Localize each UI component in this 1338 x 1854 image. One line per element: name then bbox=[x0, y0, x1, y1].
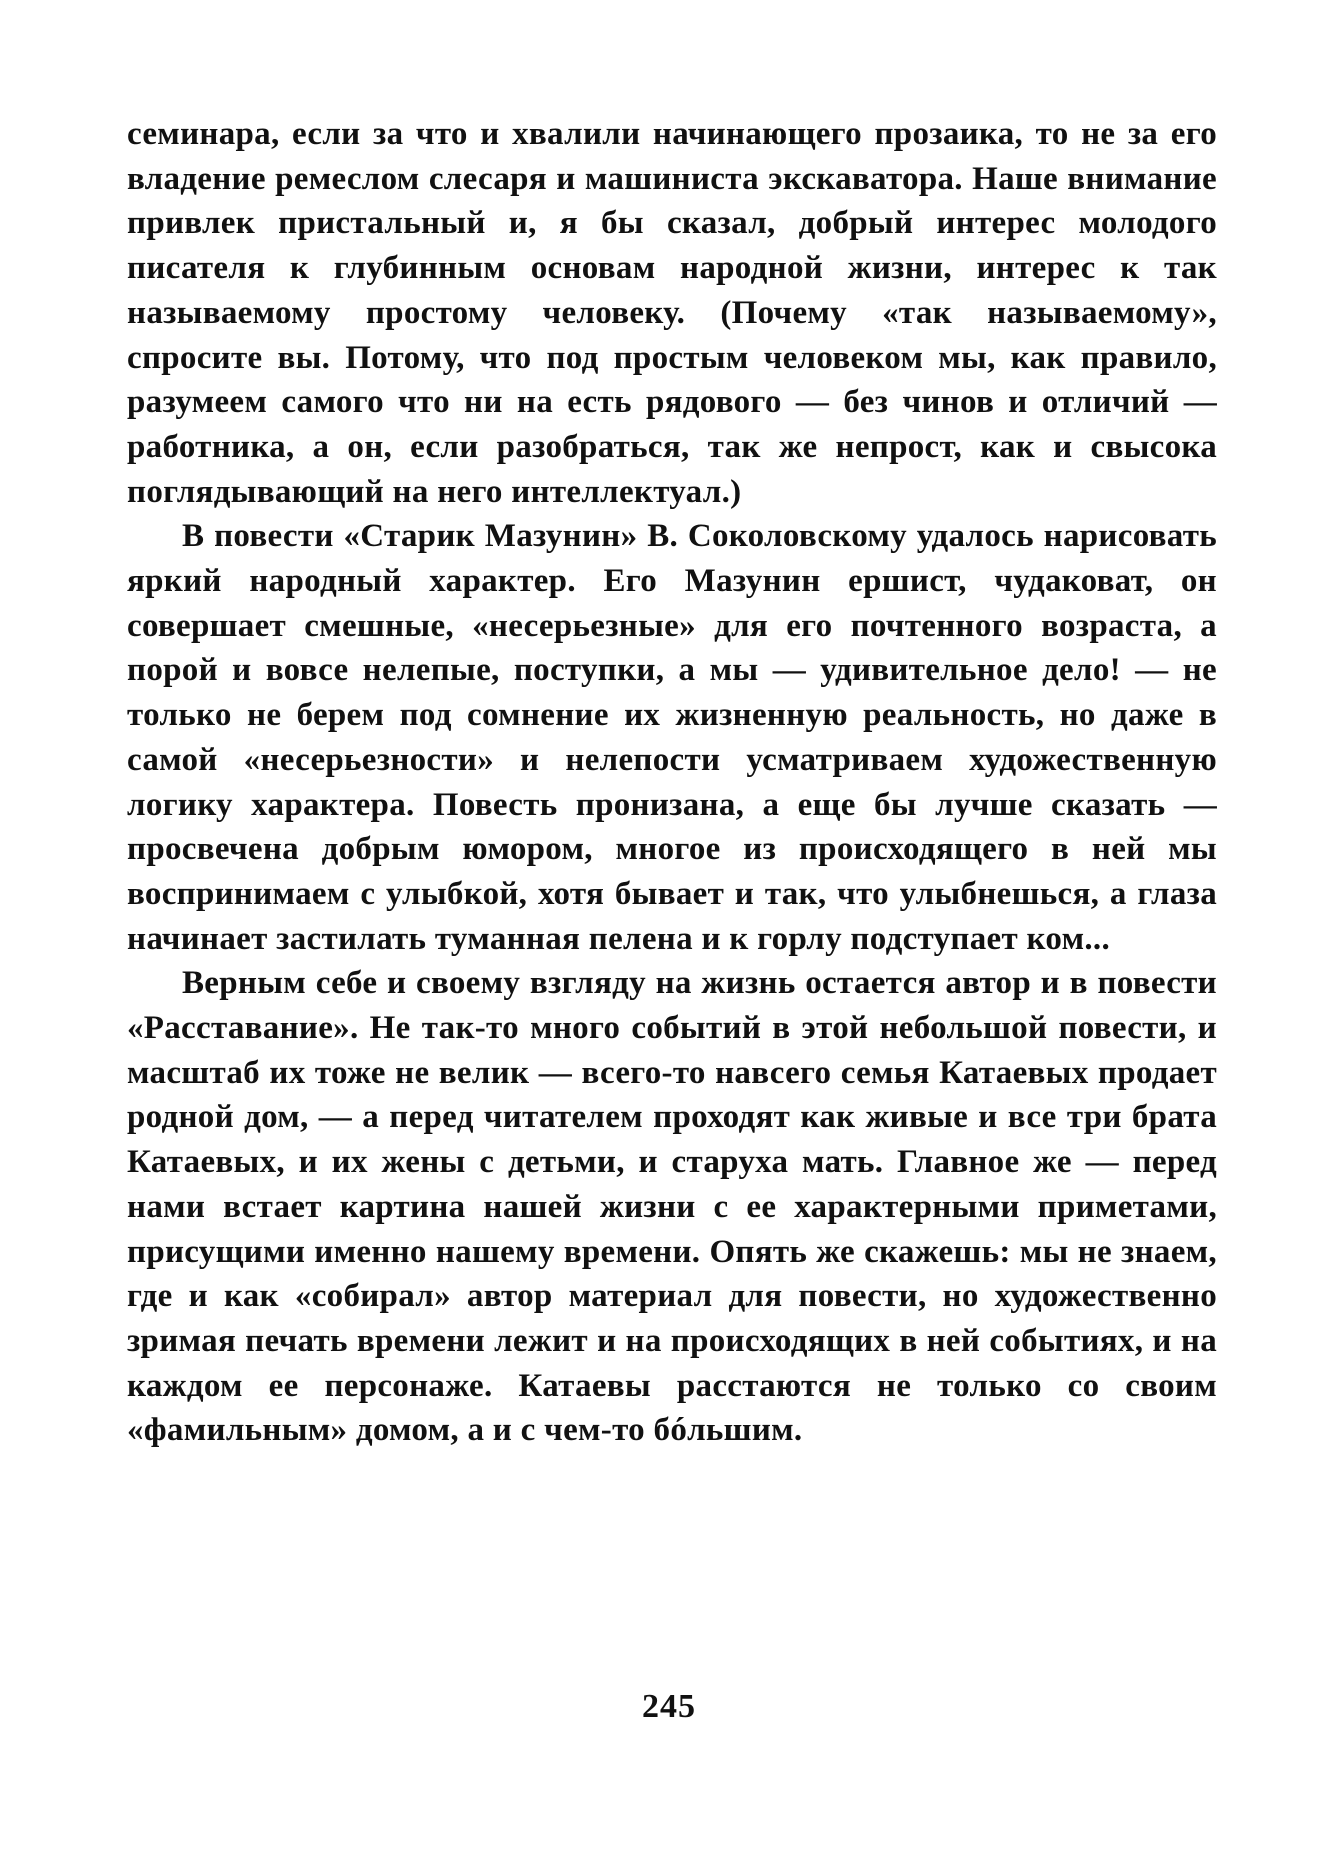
paragraph-rasstavanie: Верным себе и своему взгляду на жизнь остается автор и в повести «Расставание». Не так-то много событий в этой небольшой повести, и масштаб их тоже не велик — всего-то навсего семья Катаевых продает родной дом, — а перед читателем проходят как живые и все три брата Катаевых, и их жены с детьми, и старуха мать. Главное же — перед нами встает картина нашей жизни с ее характерными приметами, присущими именно нашему времени. Опять же скажешь: мы не знаем, где и как «собирал» автор материал для повести, но художественно зримая печать времени лежит и на происходящих в ней событиях, и на каждом ее персонаже. Катаевы расстаются не только со своим «фамильным» домом, а и с чем-то бóльшим. bbox=[127, 965, 1217, 1449]
body-text bbox=[127, 112, 1217, 1453]
paragraph-continuation: семинара, если за что и хвалили начинающего прозаика, то не за его владение ремеслом слесаря и машиниста экскаватора. Наше внимание привлек пристальный и, я бы сказал, добрый интерес молодого писателя к глубинным основам народной жизни, интерес к так называемому простому человеку. (Почему «так называемому», спросите вы. Потому, что под простым человеком мы, как правило, разумеем самого что ни на есть рядового — без чинов и отличий — работника, а он, если разобраться, так же непрост, как и свысока поглядывающий на него интеллектуал.) bbox=[127, 116, 1217, 510]
page-number: 245 bbox=[642, 1688, 696, 1725]
paragraph-mazunin: В повести «Старик Мазунин» В. Соколовскому удалось нарисовать яркий народный характер. Его Мазунин ершист, чудаковат, он совершает смешные, «несерьезные» для его почтенного возраста, а порой и вовсе нелепые, поступки, а мы — удивительное дело! — не только не берем под сомнение их жизненную реальность, но даже в самой «несерьезности» и нелепости усматриваем художественную логику характера. Повесть пронизана, а еще бы лучше сказать — просвечена добрым юмором, многое из происходящего в ней мы воспринимаем с улыбкой, хотя бывает и так, что улыбнешься, а глаза начинает застилать туманная пелена и к горлу подступает ком... bbox=[127, 518, 1217, 957]
